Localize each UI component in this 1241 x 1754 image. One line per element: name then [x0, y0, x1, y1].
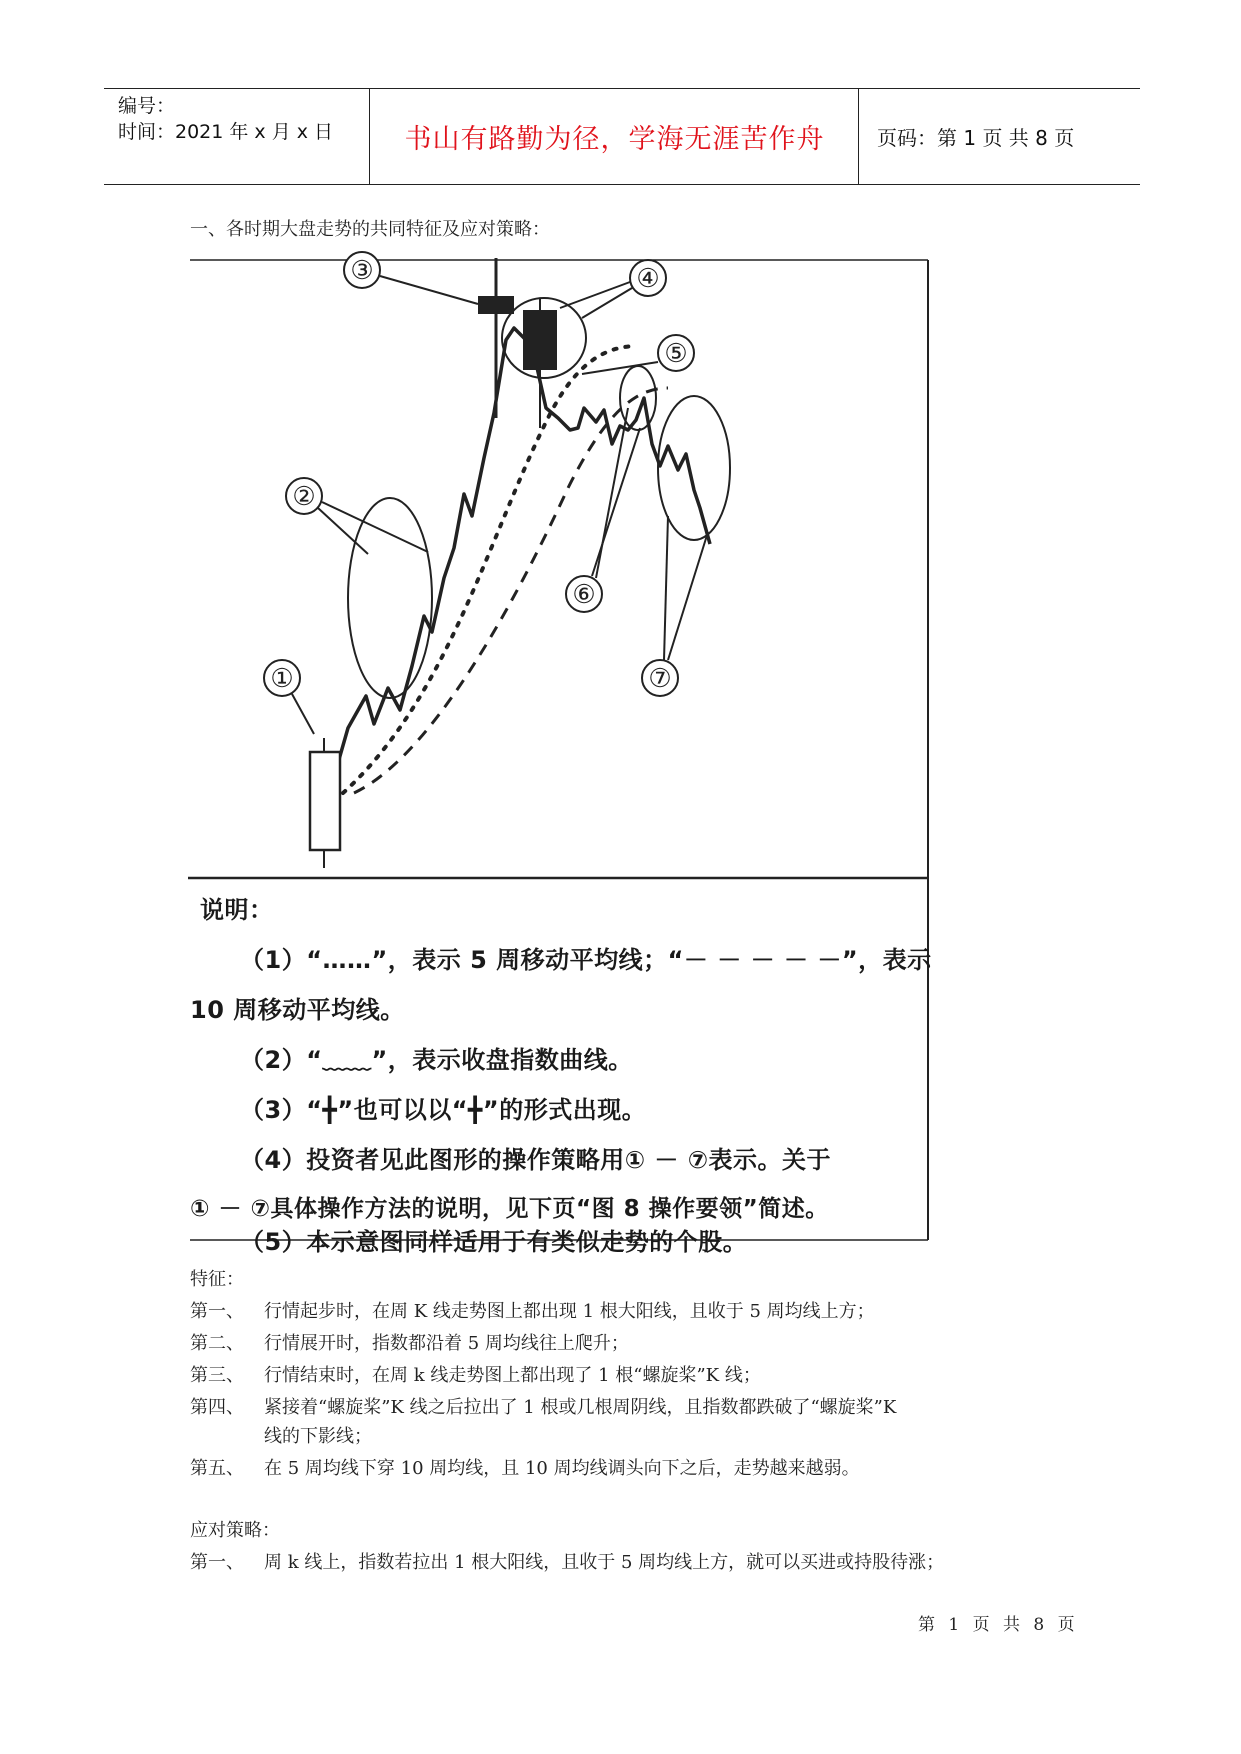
header-meta	[104, 89, 370, 184]
feature-num: 第一、	[190, 1301, 244, 1322]
strategy-title: 应对策略：	[190, 1520, 280, 1541]
feature-text: 行情起步时，在周 K 线走势图上都出现 1 根大阳线，且收于 5 周均线上方；	[264, 1301, 875, 1322]
feature-text: 在 5 周均线下穿 10 周均线，且 10 周均线调头向下之后，走势越来越弱。	[264, 1458, 860, 1479]
marker-7: ⑦	[648, 664, 672, 694]
number-label: 编号：	[118, 95, 176, 117]
caption-line-4: （3）“╋”也可以以“╋”的形式出现。	[240, 1096, 647, 1124]
caption-line-6: ① － ⑦具体操作方法的说明，见下页“图 8 操作要领”简述。	[190, 1196, 829, 1222]
feature-item	[190, 1393, 896, 1419]
section-title: 一、各时期大盘走势的共同特征及应对策略：	[190, 219, 550, 240]
feature-num: 第四、	[190, 1397, 244, 1418]
feature-text: 紧接着“螺旋桨”K 线之后拉出了 1 根或几根周阴线，且指数都跌破了“螺旋桨”K	[264, 1397, 897, 1418]
feature-item	[190, 1329, 629, 1355]
caption-heading: 说明：	[200, 896, 274, 924]
strategy-text: 周 k 线上，指数若拉出 1 根大阳线，且收于 5 周均线上方，就可以买进或持股待涨；	[264, 1552, 945, 1573]
figure-caption	[190, 878, 932, 1256]
marker-1: ①	[270, 664, 294, 694]
caption-line-3: （2）“﹏﹏”，表示收盘指数曲线。	[240, 1046, 633, 1074]
feature-text: 行情展开时，指数都沿着 5 周均线往上爬升；	[264, 1333, 629, 1354]
feature-item	[190, 1454, 860, 1480]
marker-6: ⑥	[572, 580, 596, 610]
yang-candle	[310, 752, 340, 850]
marker-4: ④	[636, 264, 660, 294]
features-title: 特征：	[190, 1269, 244, 1290]
page-footer: 第 1 页 共 8 页	[918, 1615, 1079, 1635]
header-page-info: 页码：第 1 页 共 8 页	[877, 126, 1075, 150]
strategy-num: 第一、	[190, 1552, 244, 1573]
marker-3: ③	[350, 256, 374, 286]
feature-text: 行情结束时，在周 k 线走势图上都出现了 1 根“螺旋桨”K 线；	[264, 1365, 761, 1386]
propeller-candle	[478, 296, 514, 314]
header-table	[104, 88, 1140, 185]
caption-line-2: 10 周移动平均线。	[190, 996, 405, 1024]
marker-5: ⑤	[664, 339, 688, 369]
header-motto: 书山有路勤为径，学海无涯苦作舟	[371, 89, 859, 184]
feature-text-cont: 线的下影线；	[264, 1426, 372, 1447]
time-label: 时间：2021 年 x 月 x 日	[118, 121, 334, 143]
strategy-item	[190, 1548, 944, 1574]
feature-item	[190, 1361, 761, 1387]
marker-2: ②	[292, 482, 316, 512]
caption-line-1: （1）“……”，表示 5 周移动平均线；“－ － － － －”，表示	[240, 946, 932, 974]
caption-line-7: （5）本示意图同样适用于有类似走势的个股。	[240, 1228, 748, 1256]
caption-line-5: （4）投资者见此图形的操作策略用① － ⑦表示。关于	[240, 1146, 832, 1174]
feature-num: 第三、	[190, 1365, 244, 1386]
feature-num: 第二、	[190, 1333, 244, 1354]
feature-item	[190, 1297, 875, 1323]
feature-num: 第五、	[190, 1458, 244, 1479]
yin-candle	[523, 310, 557, 370]
